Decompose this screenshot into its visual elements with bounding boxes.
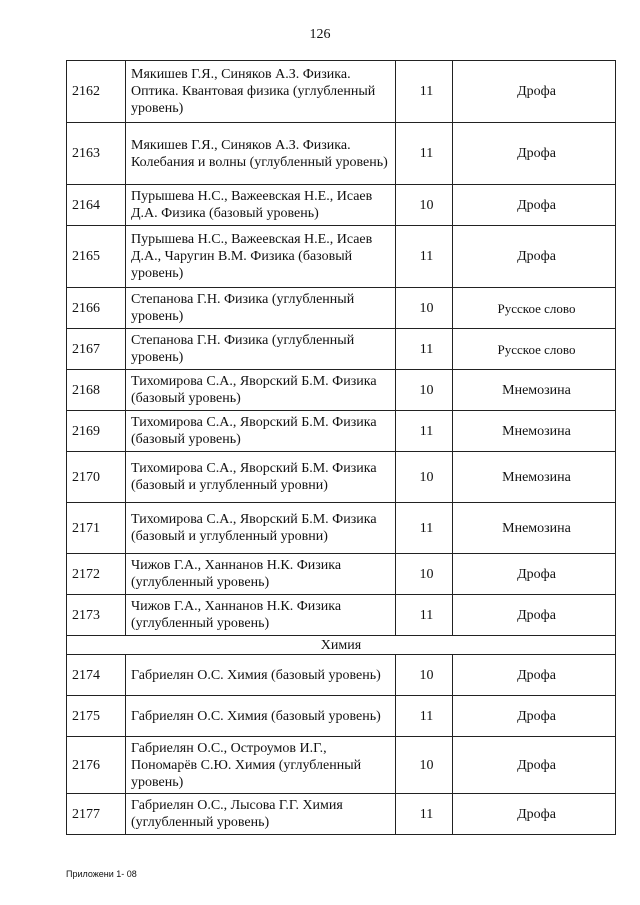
publisher: Русское слово bbox=[453, 288, 616, 329]
book-title: Габриелян О.С., Лысова Г.Г. Химия (углубленный уровень) bbox=[126, 794, 396, 835]
table-row bbox=[67, 61, 616, 123]
book-title: Чижов Г.А., Ханнанов Н.К. Физика (углубленный уровень) bbox=[126, 595, 396, 636]
row-number: 2173 bbox=[67, 595, 126, 636]
table-row bbox=[67, 794, 616, 835]
grade: 11 bbox=[396, 696, 453, 737]
row-number: 2167 bbox=[67, 329, 126, 370]
grade: 11 bbox=[396, 329, 453, 370]
table-row bbox=[67, 554, 616, 595]
page-number: 126 bbox=[309, 27, 331, 42]
book-title: Габриелян О.С. Химия (базовый уровень) bbox=[126, 655, 396, 696]
grade: 11 bbox=[396, 503, 453, 554]
grade: 11 bbox=[396, 61, 453, 123]
table-row bbox=[67, 185, 616, 226]
grade: 11 bbox=[396, 411, 453, 452]
table-row bbox=[67, 411, 616, 452]
table-row bbox=[67, 595, 616, 636]
grade: 11 bbox=[396, 794, 453, 835]
book-title: Тихомирова С.А., Яворский Б.М. Физика (базовый и углубленный уровни) bbox=[126, 503, 396, 554]
textbook-table-body bbox=[67, 61, 616, 835]
textbook-table bbox=[66, 60, 616, 835]
row-number: 2176 bbox=[67, 737, 126, 794]
row-number: 2177 bbox=[67, 794, 126, 835]
publisher: Мнемозина bbox=[453, 370, 616, 411]
grade: 10 bbox=[396, 655, 453, 696]
row-number: 2174 bbox=[67, 655, 126, 696]
publisher: Дрофа bbox=[453, 794, 616, 835]
publisher: Дрофа bbox=[453, 655, 616, 696]
row-number: 2163 bbox=[67, 123, 126, 185]
book-title: Габриелян О.С., Остроумов И.Г., Пономарёв С.Ю. Химия (углубленный уровень) bbox=[126, 737, 396, 794]
row-number: 2170 bbox=[67, 452, 126, 503]
table-row bbox=[67, 226, 616, 288]
grade: 10 bbox=[396, 737, 453, 794]
publisher: Дрофа bbox=[453, 554, 616, 595]
row-number: 2168 bbox=[67, 370, 126, 411]
page-footer: Приложени 1- 08 bbox=[66, 869, 137, 879]
grade: 11 bbox=[396, 595, 453, 636]
grade: 10 bbox=[396, 185, 453, 226]
publisher: Дрофа bbox=[453, 61, 616, 123]
table-row bbox=[67, 370, 616, 411]
book-title: Тихомирова С.А., Яворский Б.М. Физика (базовый уровень) bbox=[126, 370, 396, 411]
section-title: Химия bbox=[67, 636, 616, 655]
book-title: Степанова Г.Н. Физика (углубленный уровень) bbox=[126, 288, 396, 329]
row-number: 2175 bbox=[67, 696, 126, 737]
row-number: 2162 bbox=[67, 61, 126, 123]
publisher: Дрофа bbox=[453, 595, 616, 636]
grade: 10 bbox=[396, 288, 453, 329]
book-title: Чижов Г.А., Ханнанов Н.К. Физика (углубленный уровень) bbox=[126, 554, 396, 595]
book-title: Пурышева Н.С., Важеевская Н.Е., Исаев Д.А., Чаругин В.М. Физика (базовый уровень) bbox=[126, 226, 396, 288]
book-title: Тихомирова С.А., Яворский Б.М. Физика (базовый уровень) bbox=[126, 411, 396, 452]
book-title: Пурышева Н.С., Важеевская Н.Е., Исаев Д.А. Физика (базовый уровень) bbox=[126, 185, 396, 226]
row-number: 2171 bbox=[67, 503, 126, 554]
row-number: 2172 bbox=[67, 554, 126, 595]
book-title: Мякишев Г.Я., Синяков А.З. Физика. Колебания и волны (углубленный уровень) bbox=[126, 123, 396, 185]
row-number: 2165 bbox=[67, 226, 126, 288]
table-row bbox=[67, 452, 616, 503]
publisher: Дрофа bbox=[453, 185, 616, 226]
publisher: Мнемозина bbox=[453, 452, 616, 503]
grade: 10 bbox=[396, 554, 453, 595]
publisher: Мнемозина bbox=[453, 411, 616, 452]
grade: 11 bbox=[396, 123, 453, 185]
book-title: Габриелян О.С. Химия (базовый уровень) bbox=[126, 696, 396, 737]
table-row bbox=[67, 655, 616, 696]
publisher: Дрофа bbox=[453, 226, 616, 288]
table-row bbox=[67, 288, 616, 329]
publisher: Дрофа bbox=[453, 123, 616, 185]
table-row bbox=[67, 329, 616, 370]
grade: 10 bbox=[396, 452, 453, 503]
table-row bbox=[67, 123, 616, 185]
publisher: Дрофа bbox=[453, 737, 616, 794]
section-row bbox=[67, 636, 616, 655]
table-row bbox=[67, 503, 616, 554]
publisher: Русское слово bbox=[453, 329, 616, 370]
book-title: Тихомирова С.А., Яворский Б.М. Физика (базовый и углубленный уровни) bbox=[126, 452, 396, 503]
table-row bbox=[67, 696, 616, 737]
row-number: 2164 bbox=[67, 185, 126, 226]
publisher: Дрофа bbox=[453, 696, 616, 737]
grade: 11 bbox=[396, 226, 453, 288]
book-title: Степанова Г.Н. Физика (углубленный уровень) bbox=[126, 329, 396, 370]
grade: 10 bbox=[396, 370, 453, 411]
publisher: Мнемозина bbox=[453, 503, 616, 554]
row-number: 2166 bbox=[67, 288, 126, 329]
table-row bbox=[67, 737, 616, 794]
book-title: Мякишев Г.Я., Синяков А.З. Физика. Оптика. Квантовая физика (углубленный уровень) bbox=[126, 61, 396, 123]
row-number: 2169 bbox=[67, 411, 126, 452]
